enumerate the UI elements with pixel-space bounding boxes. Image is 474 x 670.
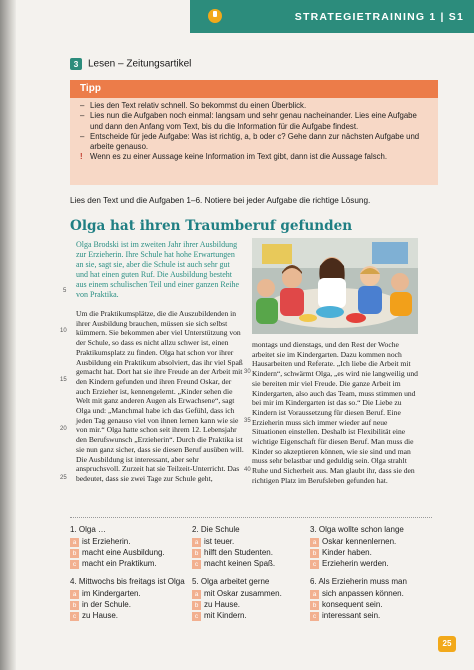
line-number: 15 xyxy=(60,377,67,383)
page-number: 25 xyxy=(438,636,456,652)
option-a[interactable]: a ist Erzieherin. xyxy=(70,536,188,547)
divider xyxy=(70,517,432,518)
option-b[interactable]: b Kinder haben. xyxy=(310,547,428,558)
line-number: 10 xyxy=(60,328,67,334)
line-number: 35 xyxy=(244,418,251,424)
tip-item: – Lies nun die Aufgaben noch einmal: langsam und sehr genau nacheinander. Lies eine Aufgabe und dann den Anfang vom Text, bis du die Information für die Aufgabe findest. xyxy=(80,111,417,131)
line-number: 20 xyxy=(60,426,67,432)
option-b[interactable]: b zu Hause. xyxy=(192,599,302,610)
option-b[interactable]: b in der Schule. xyxy=(70,599,192,610)
option-a[interactable]: a sich anpassen können. xyxy=(310,588,428,599)
classroom-photo xyxy=(252,238,418,334)
option-b[interactable]: b konsequent sein. xyxy=(310,599,428,610)
tip-item: – Lies den Text relativ schnell. So bekommst du einen Überblick. xyxy=(80,101,307,110)
line-number: 30 xyxy=(244,369,251,375)
option-a[interactable]: a im Kindergarten. xyxy=(70,588,192,599)
question-2: 2. Die Schule a ist teuer. b hilft den Studenten. c macht keinen Spaß. xyxy=(192,524,302,569)
task-instruction: Lies den Text und die Aufgaben 1–6. Notiere bei jeder Aufgabe die richtige Lösung. xyxy=(70,196,371,205)
option-c[interactable]: c zu Hause. xyxy=(70,610,192,621)
line-number: 5 xyxy=(63,288,67,294)
article-lead: Olga Brodski ist im zweiten Jahr ihrer Ausbildung zur Erzieherin. Ihre Schule hat hohe Erwartungen an sie, sagt sie, aber die Schule ist auch sehr gut und hat einen guten Ruf. Die Ausbildung besteht aus einem schulischen Teil und einer ganzen Reihe von Praktika. xyxy=(76,240,240,299)
option-b[interactable]: b hilft den Studenten. xyxy=(192,547,302,558)
option-a[interactable]: a mit Oskar zusammen. xyxy=(192,588,302,599)
option-a[interactable]: a Oskar kennenlernen. xyxy=(310,536,428,547)
tip-item: ! Wenn es zu einer Aussage keine Information im Text gibt, dann ist die Aussage falsch. xyxy=(80,152,388,162)
tip-item: – Entscheide für jede Aufgabe: Was ist richtig, a, b oder c? Gehe dann zur nächsten Aufgabe und arbeite genauso. xyxy=(80,131,420,152)
article-column-right: montags und dienstags, und den Rest der Woche arbeitet sie im Kindergarten. Dazu kommen noch Hausarbeiten und Referate. „Ich liebe die Arbeit mit Kindern“, schwärmt Olga, „es wird nie langweilig und sie bereiten mir viel Freude. Die ganze Arbeit im Kindergarten, also auch das Team, muss stimmen und bei mir im Kindergarten ist das so.“ Die Liebe zu Kindern ist Voraussetzung für diesen Beruf. Eine Erzieherin muss sich immer wieder auf neue Situationen einstellen. Deshalb ist Flexibilität eine wichtige Eigenschaft für diesen Beruf. Man muss die Kinder so akzeptieren können, wie sie sind und man muss sehr belastbar und geduldig sein. Olga strahlt Ruhe und Sicherheit aus. Man glaubt ihr, dass sie den richtigen Platz im Berufsleben gefunden hat. xyxy=(252,340,418,485)
line-number: 40 xyxy=(244,467,251,473)
question-1: 1. Olga … a ist Erzieherin. b macht eine Ausbildung. c macht ein Praktikum. xyxy=(70,524,188,569)
question-3: 3. Olga wollte schon lange a Oskar kennenlernen. b Kinder haben. c Erzieherin werden. xyxy=(310,524,428,569)
tip-list xyxy=(70,101,438,163)
section-number: 3 xyxy=(70,58,82,70)
chapter-title: STRATEGIETRAINING 1 | S1 xyxy=(294,11,464,23)
book-spine xyxy=(0,0,16,670)
section-heading xyxy=(70,58,191,70)
question-5: 5. Olga arbeitet gerne a mit Oskar zusammen. b zu Hause. c mit Kindern. xyxy=(192,576,302,621)
stopwatch-icon xyxy=(208,9,222,23)
article-headline: Olga hat ihren Traumberuf gefunden xyxy=(70,218,353,234)
line-number: 25 xyxy=(60,475,67,481)
tip-box xyxy=(70,80,438,185)
option-c[interactable]: c interessant sein. xyxy=(310,610,428,621)
chapter-header xyxy=(190,0,474,33)
article-column-left: Um die Praktikumsplätze, die die Auszubildenden in ihrer Ausbildung brauchen, müssen sie sich selbst kümmern. Sie bekommen aber viel Unterstützung von der Schule, so dass es nicht allzu schwer ist, einen Praktikumsplatz zu finden. Olga hat schon vor ihrer Ausbildung ein Praktikum absolviert, das ihr viel Spaß gemacht hat. Dort hat sie ihre Freude an der Arbeit mit den Kindern gefunden und ihren Freund Oskar, der auch Erzieher ist, kennengelernt. „Kinder sehen die Welt mit ganz anderen Augen als Erwachsene“, sagt Olga und: „Manchmal habe ich das Gefühl, dass ich jeden Tag genauso viel von ihnen lernen kann wie sie von mir.“ Olga hatte schon seit ihrem 12. Lebensjahr den Berufswunsch „Erzieherin“. Durch die Praktika ist sie nun ganz sicher, dass sie diesen Beruf ausüben will. Die Ausbildung ist interessant, aber sehr anspruchsvoll. Zurzeit hat sie Teilzeit-Unterricht. Das bedeutet, dass sie zwei Tage zur Schule geht, xyxy=(76,309,244,483)
option-c[interactable]: c macht ein Praktikum. xyxy=(70,558,188,569)
question-4: 4. Mittwochs bis freitags ist Olga a im Kindergarten. b in der Schule. c zu Hause. xyxy=(70,576,192,621)
section-title: Lesen – Zeitungsartikel xyxy=(88,58,192,70)
tip-title: Tipp xyxy=(70,80,438,98)
question-6: 6. Als Erzieherin muss man a sich anpassen können. b konsequent sein. c interessant sein. xyxy=(310,576,428,621)
option-c[interactable]: c Erzieherin werden. xyxy=(310,558,428,569)
option-c[interactable]: c macht keinen Spaß. xyxy=(192,558,302,569)
option-c[interactable]: c mit Kindern. xyxy=(192,610,302,621)
option-a[interactable]: a ist teuer. xyxy=(192,536,302,547)
option-b[interactable]: b macht eine Ausbildung. xyxy=(70,547,188,558)
